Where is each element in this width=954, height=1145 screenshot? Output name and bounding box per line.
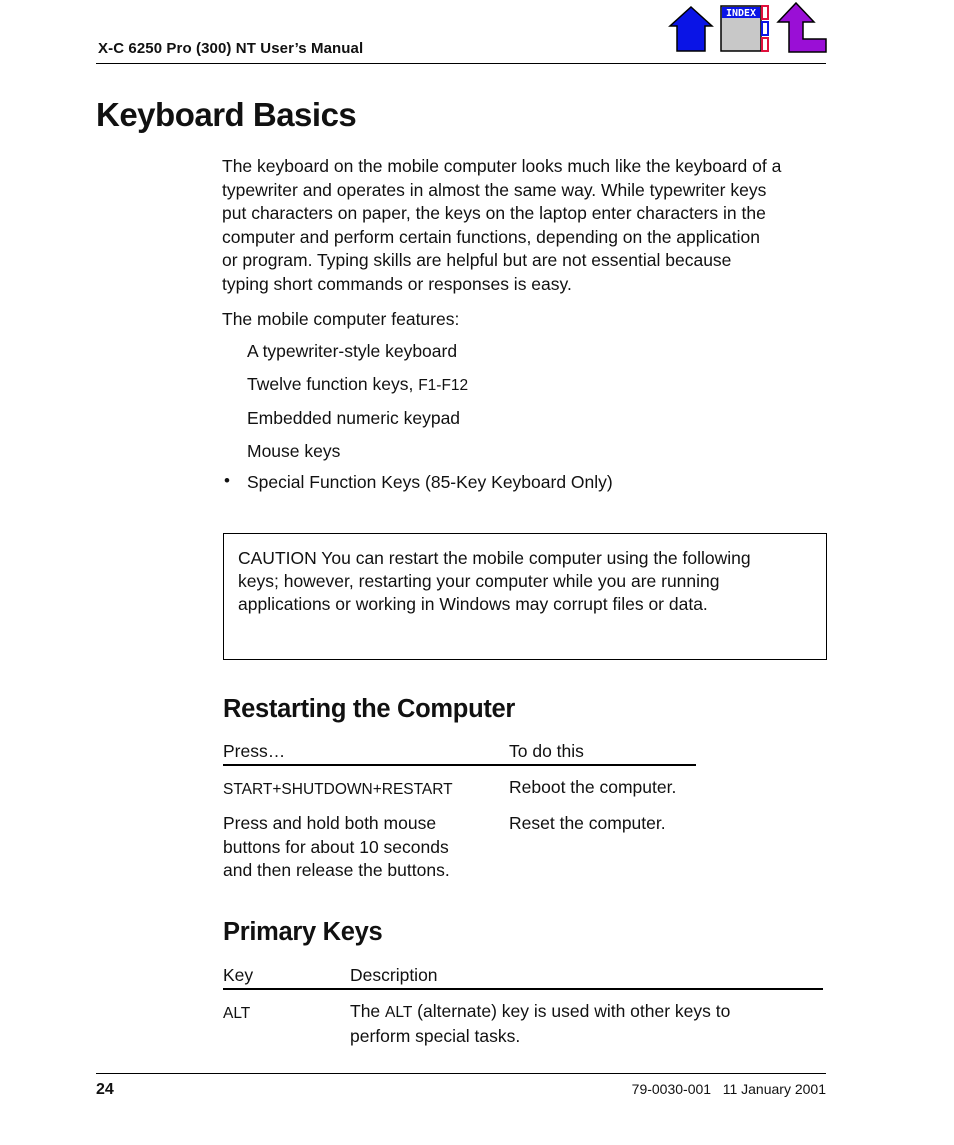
intro-paragraph [222,155,832,296]
primary-row1-desc-line: perform special tasks. [350,1025,521,1046]
caution-line: CAUTION You can restart the mobile computer using the following [238,548,751,568]
intro-line: typewriter and operates in almost the same way. While typewriter keys [222,179,767,200]
intro-line: The keyboard on the mobile computer looks much like the keyboard of a [222,156,782,176]
restart-heading: Restarting the Computer [223,695,516,723]
intro-line: computer and perform certain functions, depending on the application [222,226,760,247]
caution-text [238,547,813,616]
back-arrow-icon [776,2,828,54]
feature-item: Embedded numeric keypad [247,408,461,428]
nav-buttons [668,2,828,54]
desc-text: (alternate) key is used with other keys to [412,1001,731,1021]
restart-col-action: To do this [509,741,584,761]
restart-row2-action: Reset the computer. [509,813,666,833]
function-keys: F1-F12 [418,377,469,394]
desc-text: The [350,1001,386,1021]
desc-key: ALT [385,1004,413,1021]
restart-row2-line: buttons for about 10 seconds [223,836,449,857]
document-info: 79-0030-001 11 January 2001 [631,1081,826,1097]
feature-item: Mouse keys [247,441,341,461]
restart-row2-line: Press and hold both mouse [223,813,437,833]
restart-row2-line: and then release the buttons. [223,860,450,880]
intro-line: typing short commands or responses is easy. [222,273,572,294]
restart-table-rule [223,764,696,766]
primary-row1-key: ALT [223,1005,251,1022]
primary-row1-desc-line [350,1000,820,1025]
feature-item: A typewriter-style keyboard [247,341,458,361]
home-icon [668,5,714,53]
restart-row1-action: Reboot the computer. [509,777,677,797]
running-header: X-C 6250 Pro (300) NT User’s Manual [98,40,364,57]
primary-row1-desc [350,1000,820,1048]
restart-row1-key: START+SHUTDOWN+RESTART [223,781,453,798]
caution-line: keys; however, restarting your computer while you are running [238,571,720,591]
page-title: Keyboard Basics [96,96,357,133]
primary-keys-heading: Primary Keys [223,918,383,946]
feature-text: Twelve function keys, [247,374,419,394]
intro-line: or program. Typing skills are helpful but are not essential because [222,250,732,270]
feature-item: Special Function Keys (85-Key Keyboard Only) [247,472,613,492]
feature-item [247,373,468,397]
footer-rule [96,1073,826,1074]
page-number: 24 [96,1081,114,1098]
header-rule [96,63,826,64]
primary-col-description: Description [350,965,438,985]
home-button[interactable] [668,5,714,53]
index-button[interactable] [720,4,770,54]
restart-col-press: Press… [223,741,286,761]
caution-line: applications or working in Windows may corrupt files or data. [238,594,708,614]
features-intro: The mobile computer features: [222,309,460,329]
index-icon [720,4,770,54]
bullet-icon: • [224,471,230,490]
caution-box [223,533,827,660]
primary-col-key: Key [223,965,254,985]
back-button[interactable] [776,2,828,54]
restart-row2-key [223,812,450,883]
intro-line: put characters on paper, the keys on the laptop enter characters in the [222,203,766,223]
index-label: INDEX [725,8,757,19]
primary-table-rule [223,988,823,990]
